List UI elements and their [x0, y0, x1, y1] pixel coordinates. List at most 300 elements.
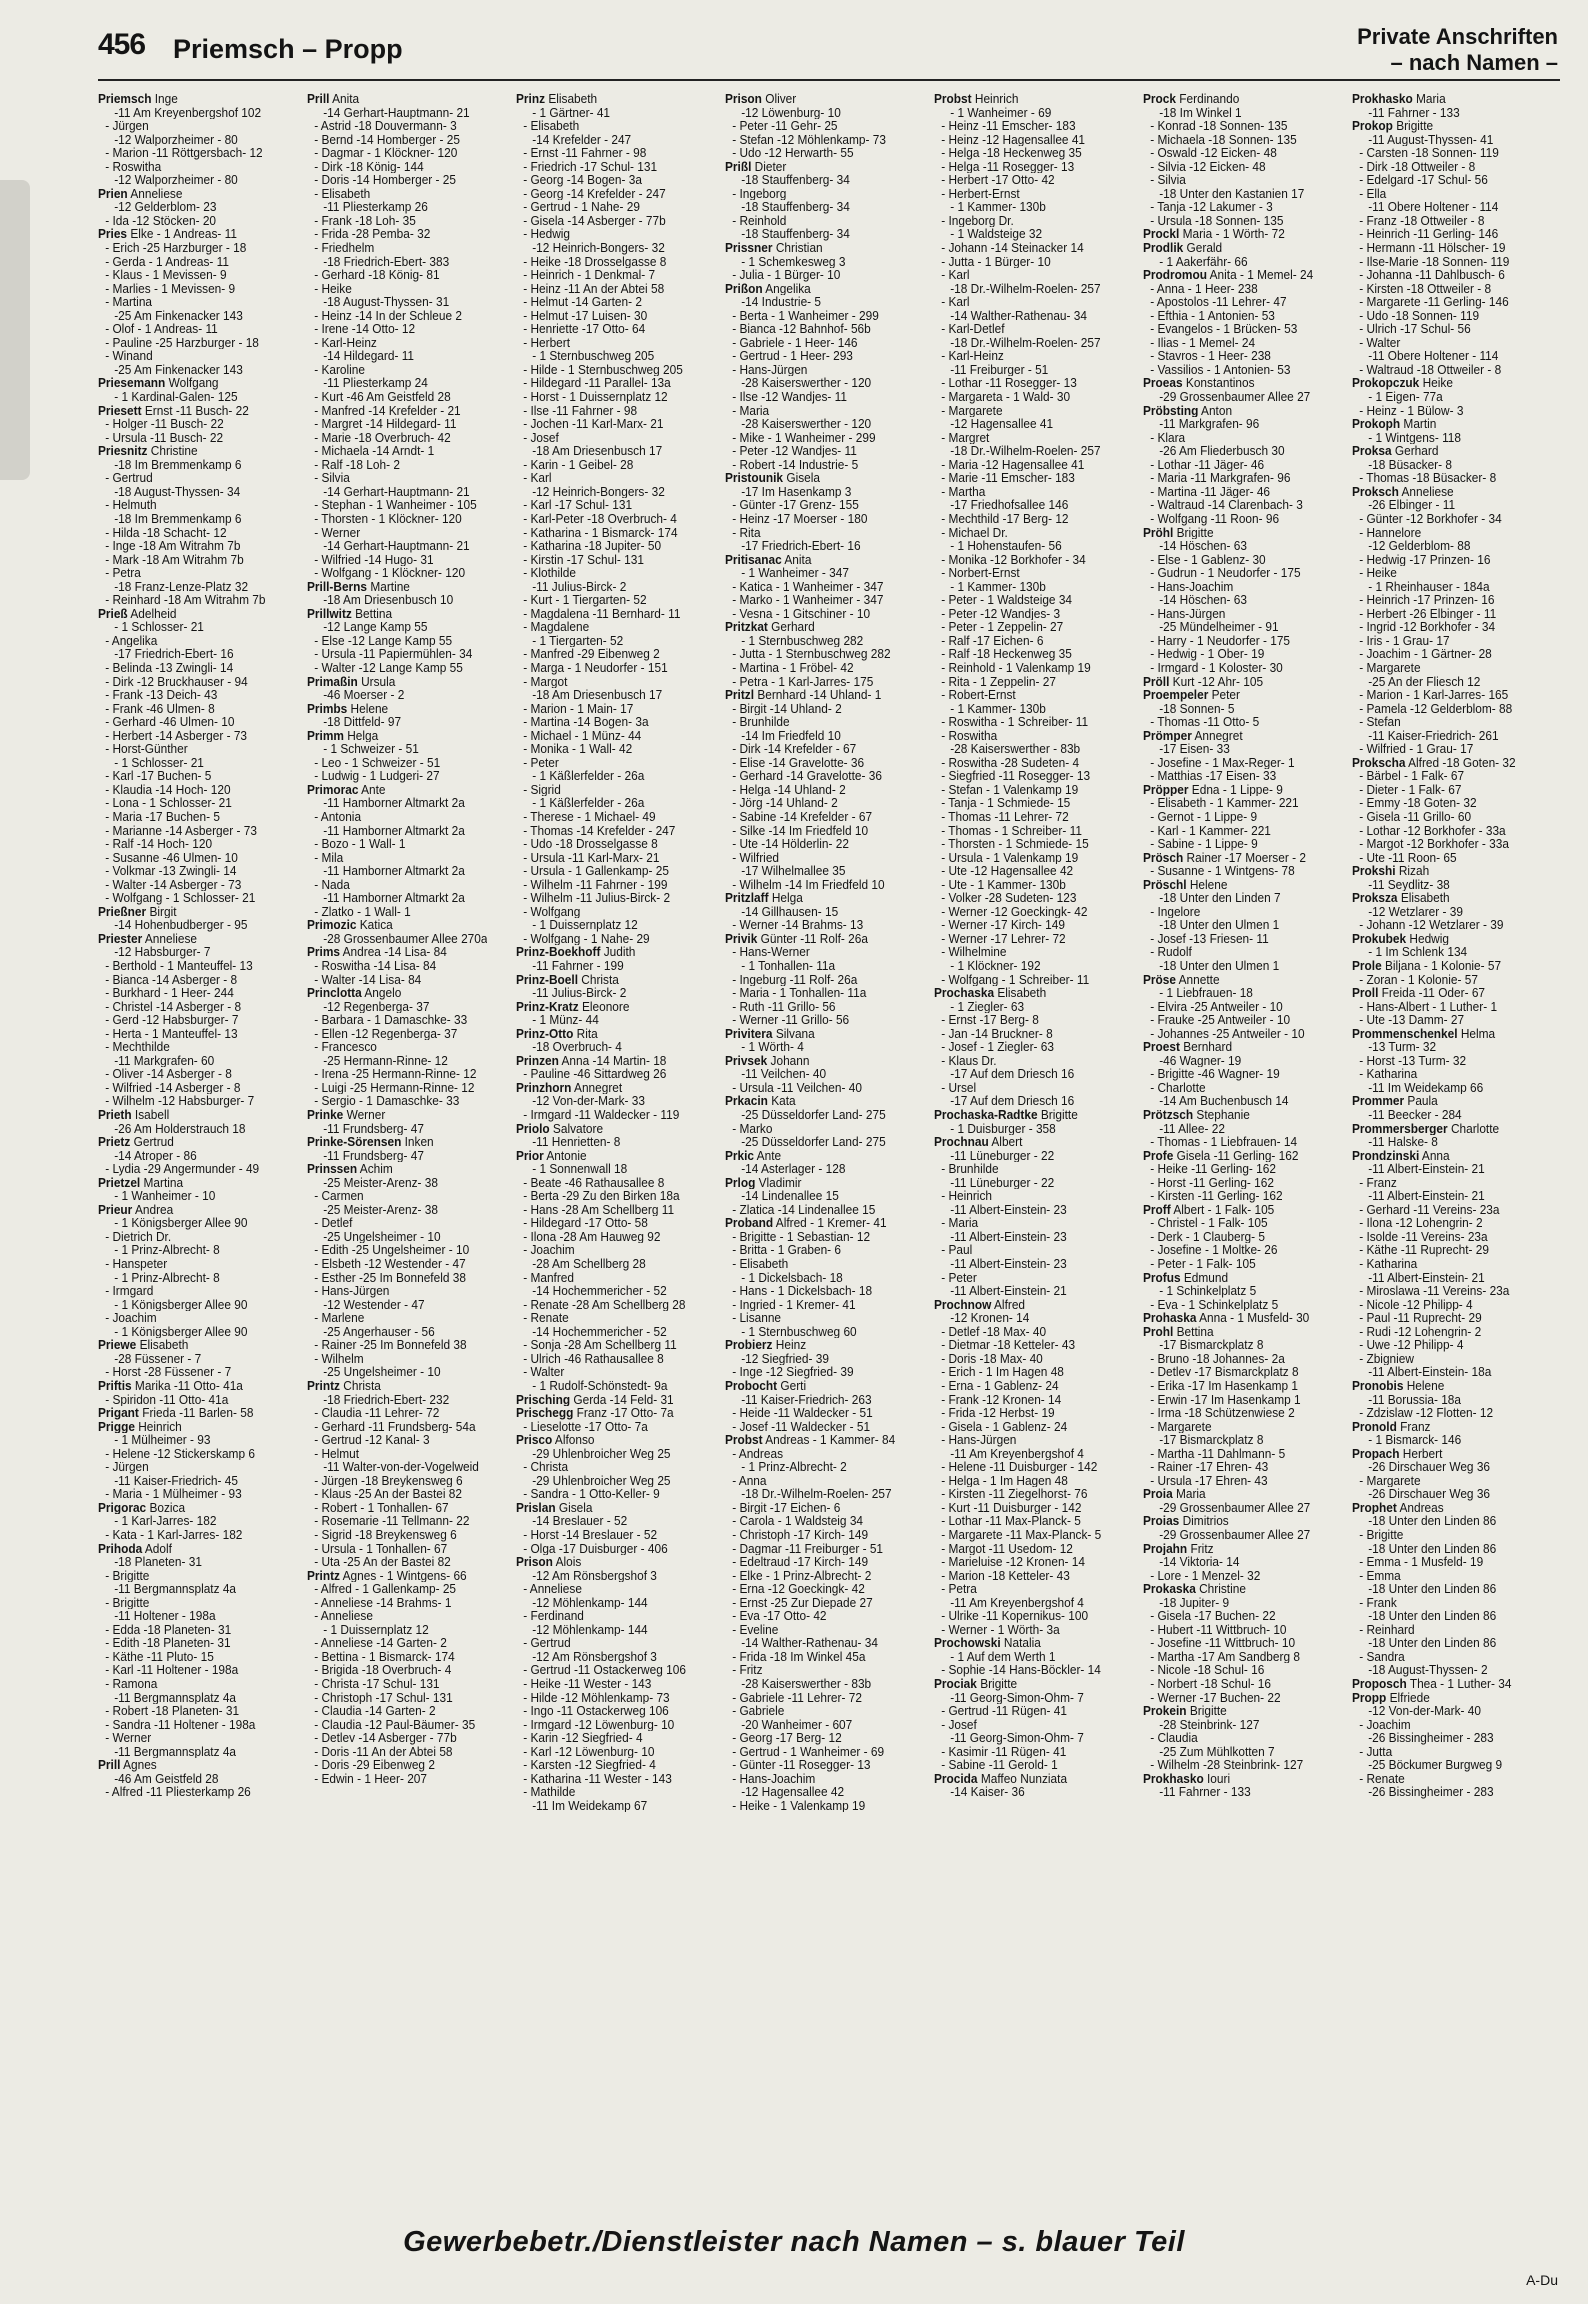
address-line: -18 Unter den Kastanien 17 [1159, 186, 1305, 201]
sub-entry: - Thomas -14 Krefelder - 247 [523, 823, 676, 838]
sub-entry: - Zdzislaw -12 Flotten- 12 [1359, 1406, 1494, 1420]
address-line: -25 Düsseldorfer Land- 275 [741, 1135, 886, 1149]
address-line: -11 Holtener - 198a [114, 1609, 216, 1623]
address-line: - 1 Königsberger Allee 90 [114, 1324, 248, 1339]
surname-entry: Prill Anita [307, 92, 360, 106]
column-1 [98, 92, 278, 2182]
sub-entry: - Käthe -11 Ruprecht- 29 [1359, 1243, 1489, 1258]
sub-entry: - Wilfried - 1 Grau- 17 [1359, 742, 1474, 756]
sub-entry: - Helene -12 Stickerskamp 6 [105, 1446, 255, 1461]
sub-entry: - Werner - 1 Wörth- 3a [941, 1622, 1060, 1637]
sub-entry: - Silvia [1150, 173, 1186, 187]
sub-entry: - Karl-Heinz [941, 349, 1004, 363]
sub-entry: - Dirk -12 Bruckhauser - 94 [105, 674, 248, 689]
address-line: -11 Kaiser-Friedrich- 263 [741, 1392, 872, 1407]
address-line: - 1 Käßlerfelder - 26a [532, 796, 645, 810]
address-line: -25 Meister-Arenz- 38 [323, 1175, 438, 1190]
address-line: -18 Dr.-Wilhelm-Roelen- 257 [950, 335, 1101, 350]
sub-entry: - Hedwig [523, 227, 571, 242]
address-line: - 1 Schinkelplatz 5 [1159, 1284, 1257, 1298]
sub-entry: - Karl -17 Schul- 131 [523, 498, 633, 512]
sub-entry: - Hermann -11 Hölscher- 19 [1359, 241, 1506, 255]
address-line: -26 Bissingheimer - 283 [1368, 1785, 1494, 1799]
address-line: -11 Lüneburger - 22 [950, 1148, 1055, 1163]
address-line: -18 Im Bremmenkamp 6 [114, 457, 242, 472]
sub-entry: - Ilona -28 Am Hauweg 92 [523, 1229, 661, 1244]
sub-entry: - Roswitha [941, 728, 998, 743]
sub-entry: - Ilse-Marie -18 Sonnen- 119 [1359, 254, 1510, 269]
sub-entry: - Magdalena -11 Bernhard- 11 [523, 606, 681, 621]
sub-entry: - Stefan - 1 Valenkamp 19 [941, 782, 1079, 797]
sub-entry: - Hans-Jürgen [314, 1284, 390, 1298]
sub-entry: - Gertrud [523, 1636, 571, 1650]
surname-entry: Proempeler Peter [1143, 688, 1240, 702]
sub-entry: - Christoph -17 Schul- 131 [314, 1690, 453, 1705]
surname-entry: Proias Dimitrios [1143, 1514, 1229, 1528]
sub-entry: - Hans-Joachim [732, 1771, 816, 1786]
surname-entry: Prislan Gisela [516, 1500, 593, 1515]
sub-entry: - Edwin - 1 Heer- 207 [314, 1771, 428, 1786]
section-title [1357, 24, 1558, 76]
address-line: -18 Unter den Linden 7 [1159, 891, 1281, 905]
sub-entry: - Wilhelm -28 Steinbrink- 127 [1150, 1758, 1304, 1772]
sub-entry: - Susanne -46 Ulmen- 10 [105, 850, 238, 865]
sub-entry: - Lisanne [732, 1311, 782, 1325]
sub-entry: - Apostolos -11 Lehrer- 47 [1150, 295, 1287, 309]
surname: Prietz [98, 1135, 131, 1149]
surname-entry: Prodromou Anita - 1 Memel- 24 [1143, 268, 1314, 282]
sub-entry: - Heike -11 Wester - 143 [523, 1676, 652, 1691]
address-line: - 1 Tonhallen- 11a [741, 959, 836, 973]
surname: Pritisanac [725, 552, 782, 567]
surname: Prison [725, 92, 762, 106]
sub-entry: - Ilias - 1 Memel- 24 [1150, 335, 1256, 350]
sub-entry: - Maria -17 Buchen- 5 [105, 809, 220, 824]
sub-entry: - Ursula -17 Ehren- 43 [1150, 1473, 1268, 1488]
surname-entry: Profus Edmund [1143, 1270, 1229, 1285]
address-line: -29 Uhlenbroicher Weg 25 [532, 1473, 671, 1488]
sub-entry: - Ulrich -17 Schul- 56 [1359, 322, 1471, 336]
sub-entry: - Kata - 1 Karl-Jarres- 182 [105, 1527, 243, 1542]
sub-entry: - Heinrich -17 Prinzen- 16 [1359, 593, 1495, 607]
address-line: -18 Dr.-Wilhelm-Roelen- 257 [741, 1487, 892, 1501]
surname-entry: Printz Agnes - 1 Wintgens- 66 [307, 1568, 467, 1583]
surname-entry: Pritisanac Anita [725, 552, 812, 567]
sub-entry: - Lore - 1 Menzel- 32 [1150, 1568, 1261, 1583]
address-line: -11 Albert-Einstein- 21 [1368, 1270, 1485, 1285]
sub-entry: - Josefine - 1 Moltke- 26 [1150, 1243, 1278, 1258]
sub-entry: - Wolfgang - 1 Nahe- 29 [523, 931, 650, 946]
sub-entry: - Gerhard -11 Frundsberg- 54a [314, 1419, 476, 1434]
sub-entry: - Frida -18 Im Winkel 45a [732, 1649, 866, 1664]
sub-entry: - Kirsten -11 Gerling- 162 [1150, 1189, 1283, 1203]
surname-entry: Prochaska-Radtke Brigitte [934, 1108, 1078, 1122]
address-line: -14 Hohenbudberger - 95 [114, 918, 248, 932]
sub-entry: - Katharina [1359, 1257, 1418, 1271]
sub-entry: - Christel -14 Asberger - 8 [105, 999, 242, 1014]
address-line: -11 Walter-von-der-Vogelweid [323, 1460, 479, 1474]
sub-entry: - Georg -14 Bogen- 3a [523, 173, 642, 187]
address-line: - 1 Sternbuschweg 60 [741, 1324, 857, 1339]
surname: Prokubek [1352, 931, 1407, 946]
surname-entry: Princlotta Angelo [307, 986, 402, 1000]
sub-entry: - Margarete -11 Gerling- 146 [1359, 295, 1509, 309]
sub-entry: - Sonja -28 Am Schellberg 11 [523, 1338, 677, 1352]
surname-entry: Pritzkat Gerhard [725, 620, 815, 634]
address-line: - 1 Wanheimer - 10 [114, 1189, 216, 1203]
sub-entry: - Marlene [314, 1311, 365, 1325]
address-line: -11 Georg-Simon-Ohm- 7 [950, 1690, 1084, 1705]
sub-entry: - Erna -12 Goeckingk- 42 [732, 1582, 865, 1596]
surname: Projahn [1143, 1541, 1188, 1556]
address-line: -11 Kaiser-Friedrich- 45 [114, 1473, 238, 1488]
sub-entry: - Heinz -17 Moerser - 180 [732, 511, 868, 526]
sub-entry: - Marko [732, 1121, 773, 1136]
sub-entry: - Ute -13 Damm- 27 [1359, 1013, 1465, 1027]
surname-entry: Proksza Elisabeth [1352, 891, 1450, 905]
surname-entry: Prömper Annegret [1143, 728, 1243, 743]
surname: Priewe [98, 1338, 137, 1352]
sub-entry: - Pauline -25 Harzburger - 18 [105, 335, 259, 350]
surname-entry: Pröpper Edna - 1 Lippe- 9 [1143, 782, 1283, 797]
sub-entry: - Olof - 1 Andreas- 11 [105, 322, 218, 336]
address-line: -11 Frundsberg- 47 [323, 1148, 424, 1163]
surname: Prock [1143, 92, 1176, 106]
sub-entry: - Josefine - 1 Max-Reger- 1 [1150, 755, 1295, 770]
sub-entry: - Oliver -14 Asberger - 8 [105, 1067, 232, 1081]
sub-entry: - Robert -14 Industrie- 5 [732, 457, 859, 472]
surname: Prill [98, 1758, 121, 1772]
surname: Prinz-Boell [516, 972, 578, 987]
sub-entry: - Hans -28 Am Schellberg 11 [523, 1202, 675, 1217]
address-line: -12 Möhlenkamp- 144 [532, 1622, 648, 1637]
sub-entry: - Marion - 1 Karl-Jarres- 165 [1359, 688, 1509, 702]
sub-entry: - Walter -14 Lisa- 84 [314, 972, 422, 987]
surname: Prokhasko [1352, 92, 1413, 106]
sub-entry: - Irma -18 Schützenwiese 2 [1150, 1406, 1295, 1420]
sub-entry: - Maria -12 Hagensallee 41 [941, 457, 1085, 472]
sub-entry: - Walter [523, 1365, 565, 1379]
sub-entry: - Roswitha - 1 Schreiber- 11 [941, 715, 1089, 729]
surname-entry: Prieß Adelheid [98, 606, 177, 621]
address-line: -11 Markgrafen- 96 [1159, 417, 1260, 431]
address-line: -18 Overbruch- 4 [532, 1040, 622, 1054]
address-line: - 1 Schlosser- 21 [114, 755, 204, 770]
sub-entry: - Charlotte [1150, 1080, 1206, 1095]
sub-entry: - Karl-Detlef [941, 322, 1005, 336]
surname: Prommenschenkel [1352, 1026, 1458, 1041]
address-line: -18 August-Thyssen- 31 [323, 295, 450, 309]
sub-entry: - Helmuth [105, 498, 157, 512]
sub-entry: - Klothilde [523, 566, 576, 580]
sub-entry: - Karsten -12 Siegfried- 4 [523, 1758, 656, 1772]
address-line: -11 Bergmannsplatz 4a [114, 1744, 237, 1759]
address-line: -11 Henrietten- 8 [532, 1135, 621, 1149]
surname: Prochaska-Radtke [934, 1108, 1038, 1122]
surname: Prinzen [516, 1053, 559, 1068]
surname: Prommer [1352, 1094, 1405, 1109]
sub-entry: - Petra - 1 Karl-Jarres- 175 [732, 674, 874, 689]
sub-entry: - Karin - 1 Geibel- 28 [523, 457, 634, 472]
address-line: -18 Jupiter- 9 [1159, 1595, 1230, 1610]
sub-entry: - Maria - 1 Tonhallen- 11a [732, 986, 867, 1000]
address-line: -25 An der Fliesch 12 [1368, 674, 1481, 689]
sub-entry: - Georg -14 Krefelder - 247 [523, 186, 666, 201]
address-line: -26 Am Fliederbusch 30 [1159, 444, 1285, 458]
surname: Prien [98, 186, 128, 201]
surname-entry: Prkic Ante [725, 1148, 782, 1163]
address-line: -12 Siegfried- 39 [741, 1351, 829, 1366]
surname-entry: Pristounik Gisela [725, 471, 820, 485]
address-line: -17 Friedhofsallee 146 [950, 498, 1069, 512]
address-line: -11 Albert-Einstein- 18a [1368, 1365, 1492, 1379]
address-line: -12 Wetzlarer - 39 [1368, 904, 1463, 919]
surname-entry: Prinz-Boell Christa [516, 972, 619, 987]
page-title: Priemsch – Propp [173, 34, 403, 64]
sub-entry: - Hannelore [1359, 525, 1422, 540]
surname: Privik [725, 931, 758, 946]
address-line: -11 Bergmannsplatz 4a [114, 1690, 237, 1705]
column-5 [934, 92, 1114, 2182]
surname: Proksza [1352, 891, 1398, 905]
sub-entry: - Fritz [732, 1663, 763, 1677]
sub-entry: - Monika - 1 Wall- 42 [523, 742, 633, 756]
sub-entry: - Erich -25 Harzburger - 18 [105, 241, 247, 255]
sub-entry: - Marlies - 1 Mevissen- 9 [105, 281, 236, 296]
sub-entry: - Dirk -18 König- 144 [314, 159, 424, 174]
sub-entry: - Magdalene [523, 620, 590, 634]
surname-entry: Prötzsch Stephanie [1143, 1108, 1250, 1122]
sub-entry: - Birgit -14 Uhland- 2 [732, 701, 842, 716]
sub-entry: - Marie -18 Overbruch- 42 [314, 430, 451, 445]
address-line: -18 Im Bremmenkamp 6 [114, 511, 242, 526]
sub-entry: - Brigitte [1359, 1527, 1404, 1542]
address-line: - 1 Sternbuschweg 282 [741, 633, 864, 648]
sub-entry: - Ute - 1 Kammer- 130b [941, 877, 1066, 892]
address-line: - 1 Gärtner- 41 [532, 105, 611, 120]
sub-entry: - Dagmar - 1 Klöckner- 120 [314, 146, 458, 160]
surname-entry: Prischegg Franz -17 Otto- 7a [516, 1406, 674, 1420]
sub-entry: - Erich - 1 Im Hagen 48 [941, 1365, 1064, 1379]
section-title-line1: Private Anschriften [1357, 24, 1558, 49]
page-number: 456 [98, 28, 146, 61]
surname-entry: Prison Oliver [725, 92, 797, 106]
sub-entry: - Joachim [1359, 1717, 1411, 1732]
sub-entry: - Manfred -29 Eibenweg 2 [523, 647, 660, 661]
sub-entry: - Norbert -18 Schul- 16 [1150, 1676, 1271, 1691]
address-line: -14 Viktoria- 14 [1159, 1555, 1240, 1569]
sub-entry: - Erwin -17 Im Hasenkamp 1 [1150, 1392, 1301, 1407]
surname: Primozic [307, 918, 357, 932]
sub-entry: - Reinhard [1359, 1622, 1415, 1637]
sub-entry: - Edelgard -17 Schul- 56 [1359, 173, 1488, 187]
sub-entry: - Werner -14 Brahms- 13 [732, 918, 864, 932]
sub-entry: - Walter [1359, 335, 1401, 350]
address-line: -20 Wanheimer - 607 [741, 1717, 853, 1732]
sub-entry: - Johann -12 Wetzlarer - 39 [1359, 918, 1504, 932]
sub-entry: - Heike - 1 Valenkamp 19 [732, 1798, 866, 1813]
sub-entry: - Ursula - 1 Tonhallen- 67 [314, 1541, 448, 1556]
surname: Pritzlaff [725, 891, 769, 905]
surname-entry: Prokhasko Iouri [1143, 1771, 1231, 1786]
sub-entry: - Heike -11 Gerling- 162 [1150, 1162, 1276, 1176]
sub-entry: - Ralf -18 Heckenweg 35 [941, 647, 1072, 661]
address-line: -18 August-Thyssen- 2 [1368, 1663, 1488, 1677]
sub-entry: - Helga -11 Rosegger- 13 [941, 159, 1075, 174]
surname-entry: Prinzhorn Annegret [516, 1080, 623, 1095]
sub-entry: - Franz [1359, 1175, 1397, 1190]
sub-entry: - Ralf -14 Hoch- 120 [105, 837, 213, 851]
sub-entry: - Petra [105, 566, 141, 580]
sub-entry: - Ursula -11 Veilchen- 40 [732, 1080, 862, 1095]
surname-entry: Prochaska Elisabeth [934, 986, 1047, 1000]
sub-entry: - Antonia [314, 809, 362, 824]
sub-entry: - Birgit -17 Eichen- 6 [732, 1500, 841, 1515]
sub-entry: - Lothar -11 Rosegger- 13 [941, 376, 1077, 391]
sub-entry: - Therese - 1 Michael- 49 [523, 809, 656, 824]
column-2 [307, 92, 487, 2182]
surname-entry: Prießner Birgit [98, 904, 177, 919]
sub-entry: - Berthold - 1 Manteuffel- 13 [105, 959, 253, 973]
sub-entry: - Walter -12 Lange Kamp 55 [314, 660, 463, 675]
sub-entry: - Elsbeth -12 Westender - 47 [314, 1257, 466, 1271]
surname: Printz [307, 1378, 340, 1393]
surname: Probierz [725, 1338, 773, 1352]
surname-entry: Proll Freida -11 Oder- 67 [1352, 986, 1486, 1000]
address-line: - 1 Rudolf-Schönstedt- 9a [532, 1378, 668, 1393]
sub-entry: - Rosemarie -11 Tellmann- 22 [314, 1514, 470, 1528]
address-line: - 1 Liebfrauen- 18 [1159, 986, 1253, 1000]
sub-entry: - Wilhelm -11 Fahrner - 199 [523, 877, 668, 892]
sub-entry: - Spiridon -11 Otto- 41a [105, 1392, 229, 1407]
surname: Priesnitz [98, 444, 148, 458]
sub-entry: - Hilde -12 Möhlenkamp- 73 [523, 1690, 670, 1705]
sub-entry: - Herbert -14 Asberger - 73 [105, 728, 248, 743]
address-line: -12 Gelderblom- 88 [1368, 539, 1471, 553]
sub-entry: - Jochen -11 Karl-Marx- 21 [523, 417, 664, 431]
sub-entry: - Margarete [1150, 1419, 1212, 1434]
sub-entry: - Herbert -17 Otto- 42 [941, 173, 1055, 187]
sub-entry: - Ute -12 Hagensallee 42 [941, 864, 1074, 878]
sub-entry: - Horst -13 Turm- 32 [1359, 1053, 1467, 1068]
sub-entry: - Martha [941, 484, 986, 499]
address-line: -14 Walther-Rathenau- 34 [950, 308, 1087, 323]
sub-entry: - Bianca -14 Asberger - 8 [105, 972, 238, 987]
sub-entry: - Ilona -12 Lohengrin- 2 [1359, 1216, 1483, 1230]
sub-entry: - Ella [1359, 186, 1387, 201]
sub-entry: - Volker -28 Sudeten- 123 [941, 891, 1077, 905]
sub-entry: - Silvia -12 Eicken- 48 [1150, 159, 1266, 174]
sub-entry: - Werner -17 Lehrer- 72 [941, 931, 1066, 946]
sub-entry: - Stefan -12 Möhlenkamp- 73 [732, 132, 886, 147]
address-line: -14 Krefelder - 247 [532, 132, 632, 147]
sub-entry: - Inge -18 Am Witrahm 7b [105, 539, 241, 553]
surname-entry: Prieth Isabell [98, 1108, 170, 1122]
address-line: - 1 Rheinhauser - 184a [1368, 579, 1490, 594]
sub-entry: - Gerd -12 Habsburger- 7 [105, 1013, 239, 1027]
sub-entry: - Olga -17 Duisburger - 406 [523, 1541, 668, 1556]
sub-entry: - Ingeburg -11 Rolf- 26a [732, 972, 858, 987]
address-line: -18 Unter den Linden 86 [1368, 1636, 1497, 1650]
sub-entry: - Tanja - 1 Schmiede- 15 [941, 796, 1071, 810]
sub-entry: - Pauline -46 Sittardweg 26 [523, 1067, 667, 1081]
surname: Prillwitz [307, 606, 352, 621]
surname: Pronobis [1352, 1378, 1404, 1393]
sub-entry: - Jürgen [105, 119, 149, 133]
sub-entry: - Helmut -14 Garten- 2 [523, 295, 642, 309]
address-line: -14 Gerhart-Hauptmann- 21 [323, 484, 470, 499]
surname: Princlotta [307, 986, 362, 1000]
sub-entry: - Dietrich Dr. [105, 1229, 172, 1244]
sub-entry: - Marianne -14 Asberger - 73 [105, 823, 257, 838]
sub-entry: - Helmut -17 Luisen- 30 [523, 308, 648, 323]
surname: Pristounik [725, 471, 784, 485]
surname-entry: Prock Ferdinando [1143, 92, 1240, 106]
sub-entry: - Margarete -11 Max-Planck- 5 [941, 1527, 1102, 1542]
sub-entry: - Peter - 1 Zeppelin- 27 [941, 620, 1064, 634]
sub-entry: - Hedwig -17 Prinzen- 16 [1359, 552, 1491, 567]
address-line: -18 Friedrich-Ebert- 232 [323, 1392, 450, 1407]
address-line: - 1 Wörth- 4 [741, 1040, 804, 1054]
sub-entry: - Frank -18 Loh- 35 [314, 213, 416, 228]
sub-entry: - Gertrud - 1 Heer- 293 [732, 349, 853, 363]
sub-entry: - Anneliese -14 Garten- 2 [314, 1636, 447, 1650]
sub-entry: - Bianca -12 Bahnhof- 56b [732, 322, 871, 336]
surname: Prislan [516, 1500, 556, 1515]
sub-entry: - Ulrich -46 Rathausallee 8 [523, 1351, 664, 1366]
sub-entry: - Werner -17 Kirch- 149 [941, 918, 1065, 932]
surname-entry: Profe Gisela -11 Gerling- 162 [1143, 1148, 1299, 1163]
sub-entry: - Heinrich [941, 1189, 992, 1203]
address-line: -11 Albert-Einstein- 21 [950, 1284, 1067, 1298]
address-line: -25 Am Finkenacker 143 [114, 362, 243, 377]
sub-entry: - Paul [941, 1243, 973, 1258]
sub-entry: - Frank -46 Ulmen- 8 [105, 701, 215, 716]
address-line: -13 Turm- 32 [1368, 1040, 1437, 1054]
surname-entry: Prokopczuk Heike [1352, 376, 1453, 391]
sub-entry: - Hilde - 1 Sternbuschweg 205 [523, 362, 683, 377]
sub-entry: - Bettina - 1 Bismarck- 174 [314, 1649, 455, 1664]
sub-entry: - Hedwig - 1 Ober- 19 [1150, 647, 1265, 661]
address-line: -46 Wagner- 19 [1159, 1053, 1242, 1068]
address-line: -11 Hamborner Altmarkt 2a [323, 823, 465, 838]
sub-entry: - Michaela -14 Arndt- 1 [314, 444, 435, 458]
sub-entry: - Marie -11 Emscher- 183 [941, 471, 1075, 485]
address-line: -28 Steinbrink- 127 [1159, 1717, 1260, 1732]
sub-entry: - Margret [941, 430, 990, 445]
sub-entry: - Eveline [732, 1622, 779, 1637]
address-line: -18 August-Thyssen- 34 [114, 484, 241, 499]
address-line: -29 Grossenbaumer Allee 27 [1159, 1500, 1311, 1515]
address-line: -11 August-Thyssen- 41 [1368, 132, 1494, 147]
surname: Prißl [725, 159, 752, 174]
sub-entry: - Johannes -25 Antweiler - 10 [1150, 1026, 1305, 1041]
surname-entry: Prole Biljana - 1 Kolonie- 57 [1352, 959, 1502, 973]
surname-entry: Prochnau Albert [934, 1135, 1023, 1149]
surname-entry: Privsek Johann [725, 1053, 810, 1068]
sub-entry: - Irmgard -12 Löwenburg- 10 [523, 1717, 675, 1732]
sub-entry: - Ingeborg Dr. [941, 213, 1014, 228]
sub-entry: - Jürgen [105, 1460, 149, 1474]
sub-entry: - Marion -11 Röttgersbach- 12 [105, 146, 263, 160]
surname-entry: Prien Anneliese [98, 186, 183, 201]
sub-entry: - Mechthild -17 Berg- 12 [941, 511, 1069, 526]
sub-entry: - Gernot - 1 Lippe- 9 [1150, 809, 1258, 824]
address-line: -25 Angerhauser - 56 [323, 1324, 435, 1339]
surname: Proeas [1143, 376, 1183, 391]
sub-entry: - Käthe -11 Pluto- 15 [105, 1649, 214, 1664]
address-line: - 1 Sonnenwall 18 [532, 1162, 628, 1176]
